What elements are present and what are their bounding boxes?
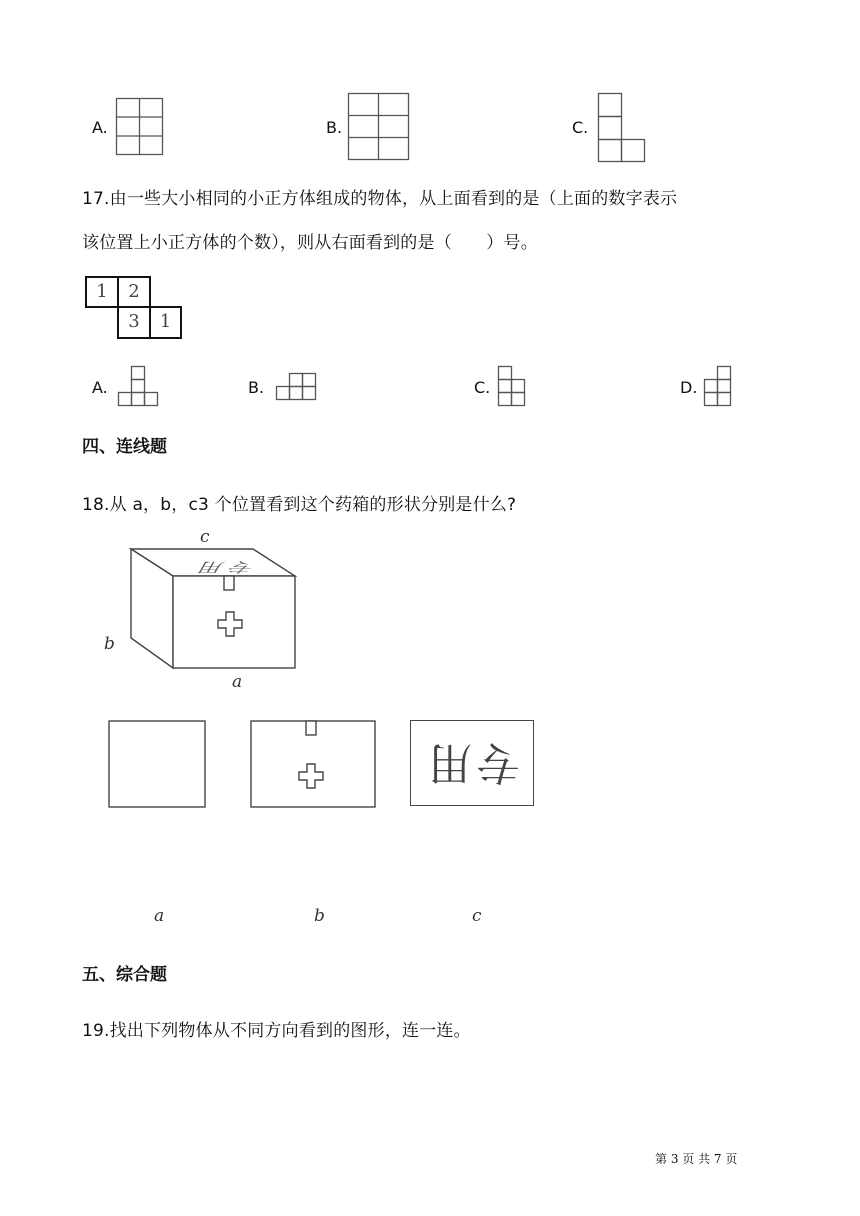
box-top-text: 专用 [188, 559, 258, 575]
grid-cell-number: 2 [128, 281, 140, 302]
section-heading-4: 四、连线题 [82, 437, 167, 457]
view-shape-3-top-text [410, 720, 534, 806]
box-label-a: a [232, 672, 243, 692]
q17-text-line1: 17.由一些大小相同的小正方体组成的物体，从上面看到的是（上面的数字表示 [82, 189, 678, 209]
grid-cell-number: 1 [159, 311, 172, 332]
q17-option-c-figure [498, 366, 528, 408]
q18-text: 18.从 a，b，c3 个位置看到这个药箱的形状分别是什么? [82, 495, 517, 515]
q17-option-a-figure [118, 366, 160, 408]
q17-option-b-figure [276, 373, 318, 401]
view-top-text: 专用 [424, 737, 520, 788]
q17-option-b-label: B. [248, 378, 265, 397]
q16-option-c-figure [598, 93, 648, 163]
view-shape-2-front-cross [250, 718, 378, 810]
q19-text: 19.找出下列物体从不同方向看到的图形，连一连。 [82, 1021, 471, 1041]
q17-text-line2: 该位置上小正方体的个数），则从右面看到的是（ ）号。 [82, 233, 538, 253]
q17-option-d-figure [704, 366, 734, 408]
q17-option-a-label: A. [92, 378, 108, 397]
match-letter-a: a [154, 906, 165, 926]
q16-option-b-figure [348, 93, 410, 161]
grid-cell-number: 1 [96, 281, 108, 302]
match-letter-c: c [472, 906, 482, 926]
q16-option-a-figure [116, 98, 164, 156]
box-label-c: c [200, 527, 210, 547]
q17-top-view-grid [85, 276, 185, 342]
q17-option-d-label: D. [680, 378, 698, 397]
q16-option-a-label: A. [92, 118, 108, 137]
q16-option-b-label: B. [326, 118, 343, 137]
match-letter-b: b [314, 906, 325, 926]
grid-cell-number: 3 [128, 311, 140, 332]
box-label-b: b [104, 634, 115, 654]
q16-option-c-label: C. [572, 118, 589, 137]
section-heading-5: 五、综合题 [82, 965, 167, 985]
page-footer: 第 3 页 共 7 页 [655, 1152, 738, 1166]
q17-option-c-label: C. [474, 378, 491, 397]
view-shape-1-plain [108, 720, 208, 810]
